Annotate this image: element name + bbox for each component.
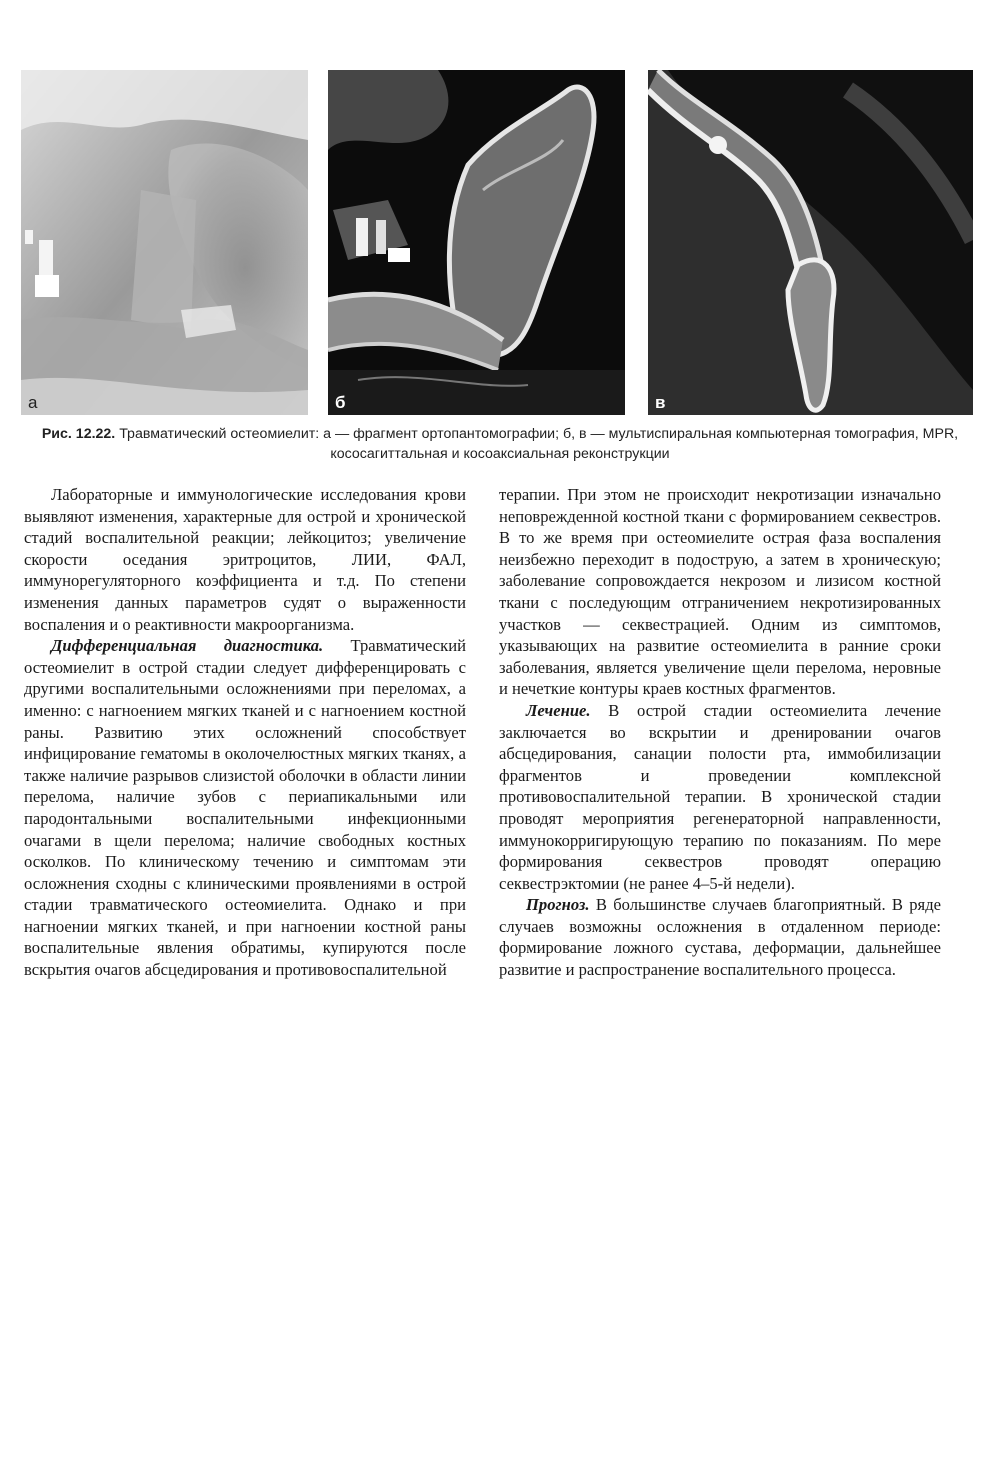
paragraph-continuation: терапии. При этом не происходит некротизации изначально неповрежденной костной ткани с формированием секвестров. В то же время при остеомиелите острая фаза воспаления неизбежно переходит в подострую, а затем в хроническую; заболевание сопровождается некрозом и лизисом костной ткани с последующим отграничением некротизированных участков — секвестрацией. Одним из симптомов, указывающих на развитие остеомиелита в ранние сроки заболевания, является увеличение щели перелома, неровные и нечеткие контуры краев костных фрагментов. (499, 485, 941, 699)
paragraph-treatment (499, 700, 941, 894)
paragraph-prognosis (499, 894, 941, 980)
panel-a-orthopantomogram (21, 70, 308, 415)
heading-prognosis: Прогноз. (526, 895, 590, 915)
caption-text: Травматический остеомиелит: а — фрагмент ортопантомографии; б, в — мультиспиральная компьютерная томография, MPR, кососагиттальная и косоаксиальная реконструкции (115, 426, 959, 462)
paragraph-differential-diagnosis (24, 635, 466, 981)
text-differential-diagnosis: Травматический остеомиелит в острой стадии следует дифференцировать с другими воспалительными осложнениями при переломах, а именно: с нагноением мягких тканей и с нагноением костной раны. Развитию этих осложнений способствует инфицирование гематомы в околочелюстных мягких тканях, а также наличие разрывов слизистой оболочки в области линии перелома, наличие зубов с периапикальными или пародонтальными воспалительными инфекционными очагами в щели перелома; наличие свободных костных осколков. По клиническому течению и симптомам эти осложнения сходны с клиническими проявлениями в острой стадии травматического остеомиелита. Однако и при нагноении мягких тканей, и при нагноении костной раны воспалительные явления обратимы, купируются после вскрытия очагов абсцедирования и противовоспалительной (24, 636, 466, 980)
panel-b-ct-sagittal (328, 70, 625, 415)
figure-12-22 (21, 70, 973, 415)
left-column (24, 484, 466, 981)
panel-b-label: б (335, 393, 346, 412)
panel-a-label: а (28, 393, 38, 412)
text-treatment: В острой стадии остеомиелита лечение заключается во вскрытии и дренировании очагов абсцедирования, санации полости рта, иммобилизации фрагментов и проведении комплексной противовоспалительной терапии. В хронической стадии проводят мероприятия регенераторной направленности, иммунокорригирующую терапию по показаниям. По мере формирования секвестров проводят операцию секвестрэктомии (не ранее 4–5-й недели). (499, 700, 941, 893)
paragraph-lab-tests: Лабораторные и иммунологические исследования крови выявляют изменения, характерные для острой и хронической стадий воспалительной реакции; лейкоцитоз; увеличение скорости оседания эритроцитов, ЛИИ, ФАЛ, иммунорегуляторного коэффициента и т.д. По степени изменения данных параметров судят о выраженности воспаления и о реактивности макроорганизма. (24, 485, 466, 634)
panel-a-image (21, 70, 308, 415)
heading-treatment: Лечение. (526, 700, 591, 720)
right-column (499, 484, 941, 981)
heading-differential-diagnosis: Дифференциальная диагностика. (51, 636, 324, 656)
panel-b-image (328, 70, 625, 415)
panel-c-label: в (655, 393, 666, 412)
caption-label: Рис. 12.22. (41, 426, 116, 442)
panel-c-image (648, 70, 973, 415)
text-prognosis: В большинстве случаев благоприятный. В ряде случаев возможны осложнения в отдаленном периоде: формирование ложного сустава, деформации, дальнейшее развитие и распространение воспалительного процесса. (499, 895, 941, 980)
panel-c-ct-axial (648, 70, 973, 415)
figure-caption (28, 424, 972, 464)
